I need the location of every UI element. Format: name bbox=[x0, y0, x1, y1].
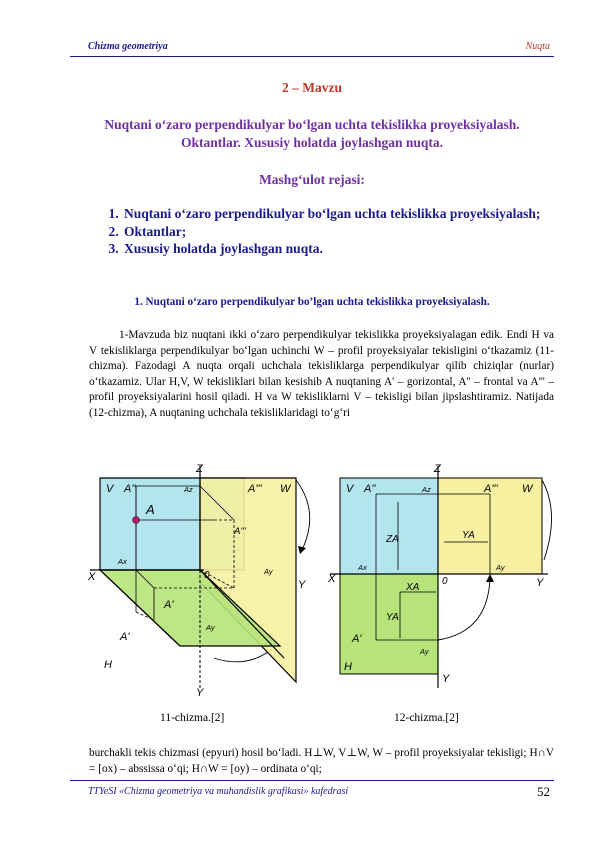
page-footer bbox=[70, 780, 554, 801]
label-ax: Ax bbox=[358, 563, 367, 572]
caption-fig-11: 11-chizma.[2] bbox=[160, 712, 225, 724]
label-az: Az bbox=[422, 485, 431, 494]
label-v: V bbox=[106, 483, 114, 495]
label-z: Z bbox=[196, 463, 203, 475]
plan-item: 3. Xususiy holatda joylashgan nuqta. bbox=[122, 240, 572, 258]
label-ya2: YA bbox=[386, 612, 399, 623]
label-w: W bbox=[280, 483, 291, 495]
label-za: ZA bbox=[386, 534, 399, 545]
label-x: X bbox=[88, 571, 96, 583]
label-ay2: Ay bbox=[206, 623, 215, 632]
label-ay: Ay bbox=[496, 563, 505, 572]
header-left: Chizma geometriya bbox=[88, 41, 168, 52]
plane-h bbox=[340, 574, 438, 674]
label-h: H bbox=[104, 659, 112, 671]
label-a2: A'' bbox=[124, 483, 136, 495]
header-right: Nuqta bbox=[525, 41, 550, 52]
topic-title: Nuqtani o‘zaro perpendikulyar bo‘lgan uchta tekislikka proyeksiyalash. Oktantlar. Xususiy holatda joylashgan nuqta. bbox=[104, 117, 520, 150]
paragraph-2: burchakli tekis chizmasi (epyuri) hosil bo‘ladi. H⊥W, V⊥W, W – profil proyeksiyalar tekisligi; H∩V = [ox) – abssissa o‘qi; H∩W = [oy) – ordinata o‘qi; bbox=[89, 747, 554, 775]
label-y2: Y bbox=[442, 673, 450, 685]
label-h: H bbox=[344, 661, 352, 673]
label-a2: A'' bbox=[364, 483, 376, 495]
footer-left: TTYeSI «Chizma geometriya va muhandislik grafikasi» kafedrasi bbox=[88, 786, 349, 797]
label-w: W bbox=[522, 483, 533, 495]
label-o: 0 bbox=[442, 576, 448, 587]
label-a1b: A' bbox=[120, 631, 130, 643]
paragraph-1: 1-Mavzuda biz nuqtani ikki o‘zaro perpendikulyar tekislikka proyeksiyalagan edik. Endi H va V tekisliklarga perpendikulyar bo‘lgan uchinchi W – profil proyeksiyalar tekisligini o‘tkazamiz (11-chizma). Fazodagi A nuqta orqali uchchala tekisliklarga perpendikulyar qilib chiziqlar (nurlar) o‘tkazamiz. Ular H,V, W tekisliklari bilan kesishib A nuqtaning A' – gorizontal, A'' – frontal va A''' – profil proyeksiyalarini hosil qiladi. H va W tekisliklarni V – tekisligi bilan jipslashtiramiz. Natijada (12-chizma), A nuqtaning uchchala tekisliklaridagi to‘g‘ri bbox=[89, 329, 554, 419]
label-az: Az bbox=[184, 485, 193, 494]
plan-heading: Mashg‘ulot rejasi: bbox=[259, 172, 365, 187]
label-a: A bbox=[146, 502, 155, 517]
page-number: 52 bbox=[537, 784, 550, 799]
label-ax: Ax bbox=[118, 557, 127, 566]
label-a3: A''' bbox=[484, 483, 498, 495]
plan-list bbox=[102, 205, 572, 258]
label-z: Z bbox=[434, 463, 441, 475]
figure-12 bbox=[324, 462, 560, 698]
topic-heading: 2 – Mavzu bbox=[282, 80, 342, 95]
figure-11 bbox=[84, 462, 324, 698]
label-a3b: A''' bbox=[234, 526, 246, 537]
plane-w bbox=[200, 478, 296, 682]
label-y-bottom: Y bbox=[196, 687, 204, 698]
label-a1: A' bbox=[352, 633, 362, 645]
label-o: 0 bbox=[204, 570, 210, 581]
plan-item: 1. Nuqtani o‘zaro perpendikulyar bo‘lgan uchta tekislikka proyeksiyalash; bbox=[122, 205, 572, 223]
label-y: Y bbox=[536, 577, 544, 589]
label-v: V bbox=[346, 483, 354, 495]
plan-item: 2. Oktantlar; bbox=[122, 223, 572, 241]
label-y: Y bbox=[298, 579, 306, 591]
label-ya: YA bbox=[462, 530, 475, 541]
page-header bbox=[70, 40, 554, 57]
label-xa: XA bbox=[406, 582, 420, 593]
label-ay: Ay bbox=[264, 567, 273, 576]
caption-fig-12: 12-chizma.[2] bbox=[394, 712, 459, 724]
label-a3: A''' bbox=[248, 483, 262, 495]
label-a1: A' bbox=[164, 599, 174, 611]
label-ay2: Ay bbox=[420, 647, 429, 656]
point-a bbox=[133, 517, 140, 524]
section-heading: 1. Nuqtani o‘zaro perpendikulyar bo’lgan uchta tekislikka proyeksiyalash. bbox=[134, 296, 490, 308]
label-x: X bbox=[328, 573, 336, 585]
